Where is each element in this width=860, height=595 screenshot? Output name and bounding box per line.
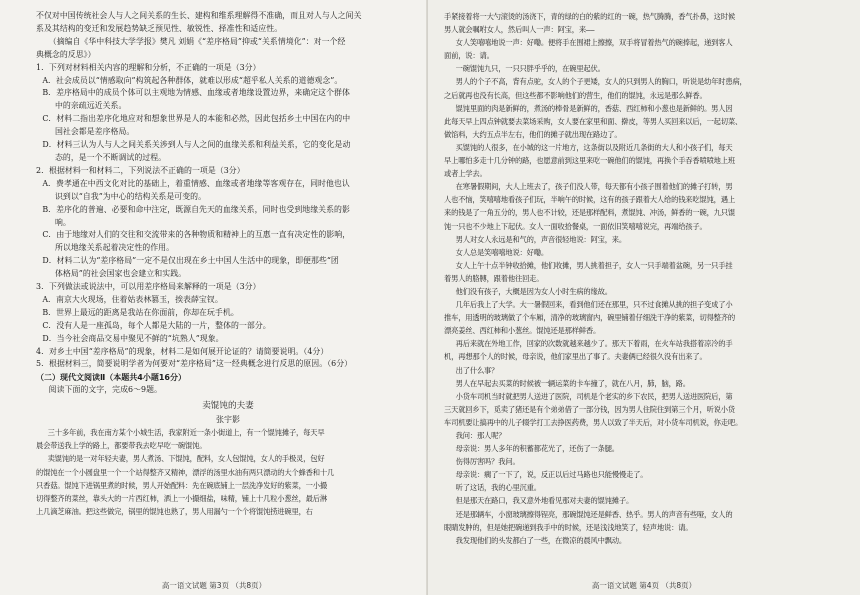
page-right [428, 0, 860, 595]
story-line: 男人在早起去买菜的时候被一辆运菜的卡车撞了，就在八月，肺，脑，路。 [455, 378, 690, 388]
story-line: 只香菇。馄饨下进锅里煮的时候，男人开始配料：先在碗底铺上一层洗净发好的紫菜，一小撮 [36, 480, 327, 490]
story-line: 女人上午十点半钟收拾摊，他们收摊，男人挑着担子，女人一只手端着盆碗，另一只手挂 [455, 260, 733, 270]
page-footer-right: 高一语文试题 第4页 （共8页） [591, 581, 697, 590]
story-line: 馄饨里面的肉是新鲜的，煮汤的棒骨是新鲜的，香菇、西红柿和小葱也是新鲜的。男人因 [455, 103, 733, 113]
question-3 [36, 281, 420, 346]
story-line: 听了这话，我的心里沉重。 [455, 483, 541, 493]
option-c: C．由于地缘对人们的交往和交流带来的各种物质和精神上的互惠一直有决定性的影响， [42, 230, 351, 240]
story-line: 饨一只也不少地上下起伏。女人一面收拾餐桌，一面依旧笑嘻嘻说完，再端给孩子。 [444, 221, 707, 231]
page-left [0, 0, 428, 595]
story-text-right [444, 10, 840, 547]
story-line: 面前，说：请。 [444, 51, 494, 61]
option-a: A．南京大火现场，住着姑表林篡玉，挨表薛宝钗。 [42, 294, 223, 304]
option-b: B．差序格局中的成员个体可以主观地为情感、血缘或者地缘设置边界，来确定这个群体 [42, 88, 350, 98]
story-line: 母亲说：男人多年的积蓄都花光了，还伤了一条腿。 [455, 444, 619, 454]
story-line: 女人总是笑嘻嘻地说：好嘞。 [455, 247, 548, 257]
story-line: 推车，用透明的玻璃做了个车厢，清净的玻璃窗内，碗里铺着仔细洗干净的紫菜，切得整齐的 [444, 313, 735, 323]
option-c: C．材料二指出差序化地应对和想象世界是人的本能和必然，因此包括乡土中国在内的中 [42, 114, 351, 124]
option-b-cont: 中的亲疏远近关系。 [54, 101, 127, 111]
story-line: 眼睛发肿的，但是她把碗递到我手中的时候，还是浅浅地笑了，轻声地说：请。 [444, 522, 693, 532]
story-line: 人也不恼，笑嘻嘻地看孩子们玩，半响午的时候，这有的孩子跟着大人给的钱来吃馄饨，遇上 [444, 195, 735, 205]
story-line: 来的钱是了一角五分的，男人也不计较，还是那样配料，煮馄饨、冲汤，鲜香的一碗，九只馄 [444, 208, 735, 218]
story-line: 小货车司机当时就把男人送进了医院，司机是个老实的乡下农民，把男人送进医院后，第 [455, 391, 733, 401]
story-line: 着男人的胳膊，跟着他往回走。 [444, 273, 544, 283]
story-author: 张宇影 [216, 415, 240, 425]
question-stem: 1．下列对材料相关内容的理解和分析，不正确的一项是（3分） [36, 62, 261, 72]
option-b-cont: 响。 [54, 217, 71, 227]
story-line: 男人就会嘱咐女人，然后叫人一声：阿宝，来—— [444, 25, 595, 35]
story-line: 晨会带送我上学的路上，都要带我去吃早吃一碗馄饨。 [36, 441, 207, 451]
story-line: 在寒暑假期间，大人上班去了，孩子们没人带，每天都有小孩子围着他们的摊子打转，男 [455, 182, 733, 192]
section-heading: （二）现代文阅读Ⅱ（本题共4小题16分） [36, 373, 186, 383]
story-line: 但是那天在路口，我又意外地看见那对夫妻的馄饨摊子。 [455, 496, 634, 506]
story-line: 我问：那人呢？ [455, 431, 506, 440]
story-line: 此每天早上四点钟就要去菜场采购，女人要在家里和面、擀皮，等男人买回来以后，一起切菜、 [444, 116, 743, 126]
story-line: 几年后我上了大学。大一暑假回来，看到他们还在那里，只不过食摊从挑的担子变成了小 [455, 300, 733, 310]
story-line: 漂亮姜丝、西红柿和小葱丝。馄饨还是那样鲜香。 [444, 326, 601, 336]
option-a: A．费孝通在中西文化对比的基础上，着重情感、血缘或者地缘等客观存在，同时他也认 [42, 178, 350, 188]
story-line: 切得整齐的菜丝，靠头大的一片西红柿，洒上一小撮细盐，味精，铺上十几粒小葱丝，最后淋 [36, 493, 327, 503]
story-line: 机，再想那个人的时候，母亲说，他们家里出了事了。夫妻俩已经很久没有出来了。 [444, 352, 707, 362]
option-d-cont: 体格局”的社会国家也会建立和实践。 [54, 269, 187, 279]
option-b: B．差序化的普遍、必要和命中注定，既源自先天的血缘关系，同时也受到地缘关系的影 [42, 204, 350, 214]
story-text-left [36, 426, 420, 518]
option-a-cont: 识到以“自我”为中心的结构关系是可变的。 [54, 191, 207, 201]
question-1 [36, 62, 420, 165]
intro-block [36, 10, 420, 62]
question-4: 4．对乡土中国“差序格局”的现象，材料二是如何展开论证的？请简要说明。（4分） [36, 346, 329, 356]
story-line: 做馅料，大约五点半左右，他们的摊子就出现在路边了。 [444, 129, 622, 139]
question-stem: 2．根据材料一和材料二，下列说法不正确的一项是（3分） [36, 165, 245, 175]
story-line: 卖馄饨的是一对年轻夫妻，男人煮汤、下馄饨，配料，女人包馄饨，女人的手极灵，包好 [47, 454, 325, 464]
story-line: 还是那辆车，小窗玻璃擦得锃亮，那碗馄饨还是鲜香、热乎。男人的声音有些哑，女人的 [455, 509, 733, 519]
source-citation: （摘编自《华中科技大学学报》樊凡 刘娟《“差序格局”抑或“关系情境化”：对一个经 [48, 36, 346, 46]
page-footer-left: 高一语文试题 第3页 （共8页） [161, 581, 267, 590]
story-title: 卖馄饨的夫妻 [202, 401, 254, 412]
story-line: 的馄饨在一个小圆盘里一个一个站得整齐又精神，漂浮的汤里水油有两只漂动的大个蜂香和十几 [36, 467, 335, 477]
story-line: 车司机要让搞再中的儿子辍学打工去挣医药费，男人以致了半天后，对小货车司机说，你走吧。 [444, 417, 743, 427]
option-a: A．社会成员以“情感取向”构筑起各种群体，就难以形成“超乎私人关系的道德观念”。 [42, 75, 343, 85]
source-citation: 典概念的反思》） [36, 49, 96, 59]
story-line: 伤得厉害吗？我问。 [455, 457, 520, 467]
story-line: 出了什么事？ [455, 365, 499, 375]
story-line: 早上哪怕多走十几分钟的路，也愿意前到这里来吃一碗他们的馄饨，再换个手吞香喷喷地上班 [444, 156, 735, 166]
story-line: 之后就再也没有长高，但这些都不影响他们的营生，他们的馄饨，永远是那么鲜香。 [444, 90, 707, 100]
story-line: 三十多年前，我在南方某个小城生活，我家附近一条小街道上，有一个馄饨摊子，每天早 [47, 428, 325, 438]
question-5: 5．根据材料三，简要说明学者为何要对“差序格局”这一经典概念进行反思的原因。（6分） [36, 359, 353, 369]
option-c-cont: 所以地缘关系起着决定性的作用。 [54, 243, 175, 253]
option-c-cont: 国社会都是差序格局。 [54, 127, 135, 137]
story-line: 我发现他们的头发都白了一些，在微凉的晨风中飘动。 [455, 535, 626, 545]
question-stem: 3．下列做法或说法中，可以用差序格局来解释的一项是（3分） [36, 282, 261, 292]
story-line: 再后来就在外地工作，回家的次数就越来越少了。那天下着雨，在火车站我搭着凉冷的手 [455, 339, 733, 349]
story-line: 男人对女人永远是和气的，声音很轻地说：阿宝，来。 [455, 234, 626, 244]
story-line: 母亲说：瘸了一下了，说，反正以后过马路也只能慢慢走了。 [455, 470, 648, 480]
story-line: 手紧接着将一大勺滚烫的汤浇下，青的绿的白的紫的红的一碗，热气腾腾，香气扑鼻，这时候 [444, 12, 735, 21]
story-line: 女人笑嘻嘻地说一声：好嘞。便将手在围裙上擦擦，双手将冒着热气的碗捧起，递到客人 [455, 38, 733, 48]
option-c: C．没有人是一座孤岛，每个人都是大陆的一片，整体的一部分。 [42, 320, 271, 330]
story-line: 三天就回乡下，觅卖了猪还是有个弟弟借了一部分钱，因为男人住院住到第三个月，听说小货 [444, 404, 735, 414]
story-line: 买馄饨的人很多，在小城的这一片地方，这条街以及附近几条街的大人和小孩子们，每天 [455, 142, 733, 152]
option-d: D．当今社会商品交易中聚见不鲜的“坑熟人”现象。 [42, 333, 224, 343]
story-line: 男人的个子不高，背有点驼，女人的个子更矮，女人的只到男人的胸口，听说是幼年时患病， [455, 77, 747, 87]
section-instruction: 阅读下面的文字，完成6～9题。 [48, 385, 162, 395]
option-d: D．材料二认为“差序格局”一定不是仅出现在乡土中国人生活中的现象，即便那些“团 [42, 256, 339, 266]
story-line: 或者上学去。 [444, 169, 487, 179]
story-line: 上几滴芝麻油。把这些做完，锅里的馄饨也熟了，男人用漏勺一个个将馄饨捞进碗里，右 [36, 506, 313, 516]
question-2 [36, 165, 420, 281]
option-d-cont: 态的，是一个不断调试的过程。 [54, 152, 167, 162]
option-d: D．材料三认为人与人之间关系关涉到人与人之间的血缘关系和利益关系，它的变化是动 [42, 140, 351, 150]
story-line: 他们没有孩子，大概是因为女人小时生病的缘故。 [455, 286, 612, 296]
option-b: B．世界上最远的距离是我站在你面前，你却在玩手机。 [42, 307, 239, 317]
story-line: 一碗馄饨九只，一只只胖乎乎的，在碗里起伏。 [455, 64, 605, 74]
intro-line: 不仅对中国传统社会人与人之间关系的生长、建构和维系理解得不准确，而且对人与人之间关 [36, 11, 362, 20]
intro-line: 系及其结构的变迁和发展趋势缺乏预见性、敏锐性、择准性和适应性。 [36, 23, 283, 33]
